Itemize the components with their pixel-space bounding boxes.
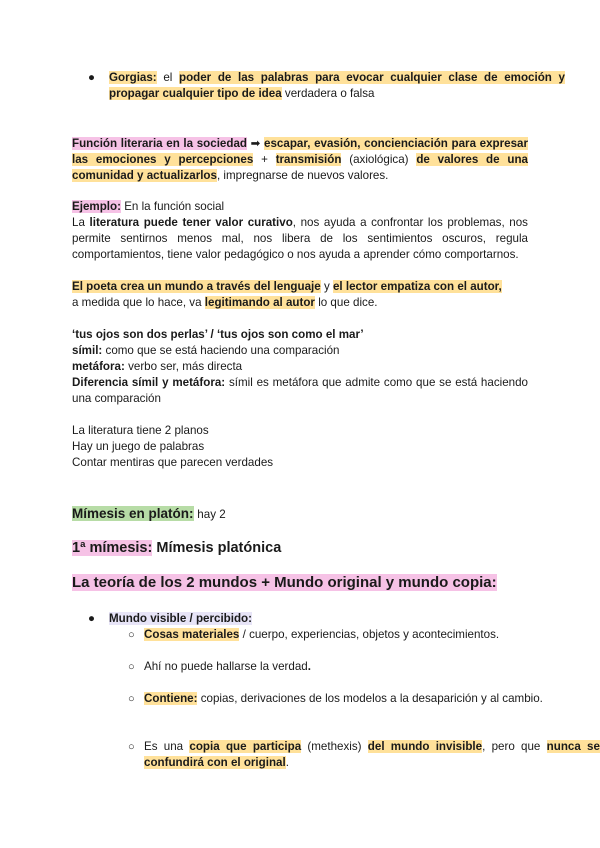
mundo-visible-bullet xyxy=(72,611,565,627)
bullet-dot: ● xyxy=(88,71,96,84)
primera-mimesis-rest: Mímesis platónica xyxy=(156,540,282,556)
methexis: (methexis) xyxy=(307,740,362,753)
cosas-materiales: Cosas materiales xyxy=(144,628,240,641)
gorgias-highlight: poder de las palabras para evocar cualquier clase de emoción y propagar cualquier tipo de idea xyxy=(109,71,565,100)
mundo-sub-4 xyxy=(72,739,600,771)
es-una: Es una xyxy=(144,740,184,753)
pero-que: , pero que xyxy=(482,740,541,753)
poeta-highlight: El poeta crea un mundo a través del lenguaje xyxy=(72,280,321,293)
funcion-escapar: escapar, evasión, concienciación para expresar las emociones y percepciones xyxy=(72,137,529,166)
lo-que-dice: lo que dice. xyxy=(318,296,378,309)
contiene-rest: copias, derivaciones de los modelos a la desaparición y al cambio. xyxy=(200,692,543,705)
diferencia-label: Diferencia símil y metáfora: xyxy=(72,376,226,389)
circle-bullet-icon: ○ xyxy=(128,661,135,673)
mundo-sub-2 xyxy=(72,659,600,675)
circle-bullet-icon: ○ xyxy=(128,693,135,705)
literatura-line-3: Contar mentiras que parecen verdades xyxy=(72,456,274,469)
mundo-sub-1 xyxy=(72,627,600,643)
ejemplo-line xyxy=(72,199,528,215)
funcion-paragraph xyxy=(72,136,528,184)
ejemplo-la: La xyxy=(72,216,85,229)
ejemplo-curativo: literatura puede tener valor curativo xyxy=(89,216,293,229)
ejemplo-label: Ejemplo: xyxy=(72,200,121,213)
metafora-label: metáfora: xyxy=(72,360,125,373)
legitimando-highlight: legitimando al autor xyxy=(204,296,315,309)
bullet-dot: ● xyxy=(88,612,96,625)
metafora-text: verbo ser, más directa xyxy=(128,360,243,373)
mundo-invisible: del mundo invisible xyxy=(367,740,483,753)
nunca-confundira: nunca se confundirá con el original xyxy=(144,740,600,769)
teoria-label: La teoría de los 2 mundos + Mundo original y mundo copia: xyxy=(72,574,497,591)
diferencia-text: símil es metáfora que admite como que se está haciendo una comparación xyxy=(72,376,528,405)
verdad-text: Ahí no puede hallarse la verdad xyxy=(144,660,308,673)
gorgias-post: verdadera o falsa xyxy=(284,87,375,100)
funcion-transmision: transmisión xyxy=(275,153,342,166)
perlas-section xyxy=(72,327,528,407)
simil-label: símil: xyxy=(72,344,103,357)
cosas-rest: / cuerpo, experiencias, objetos y acontecimientos. xyxy=(242,628,500,641)
literatura-line-2: Hay un juego de palabras xyxy=(72,440,205,453)
funcion-tail: , impregnarse de nuevos valores. xyxy=(216,169,389,182)
gorgias-label: Gorgias: xyxy=(109,71,157,84)
gorgias-pre: el xyxy=(163,71,173,84)
funcion-label: Función literaria en la sociedad xyxy=(72,137,247,150)
mundo-visible-label: Mundo visible / percibido: xyxy=(109,612,252,625)
funcion-axiologica: (axiológica) xyxy=(349,153,409,166)
circle-bullet-icon: ○ xyxy=(128,741,135,753)
mimesis-hay: hay 2 xyxy=(197,508,226,521)
arrow-icon: ➡ xyxy=(250,137,261,150)
ejemplo-p1-rest: , nos ayuda a confrontar los problemas, nos permite sentirnos menos mal, nos libera de los sentimientos oscuros, regula comportamientos, tiene valor pedagógico o nos ayuda a aprender cómo comportarnos. xyxy=(72,216,528,261)
teoria-heading xyxy=(72,572,528,594)
ejemplo-paragraph-2 xyxy=(72,279,528,311)
medida-text: a medida que lo hace, va xyxy=(72,296,202,309)
funcion-plus: + xyxy=(261,153,268,166)
gorgias-bullet xyxy=(72,70,565,102)
primera-mimesis-label: 1ª mímesis: xyxy=(72,540,153,556)
contiene-label: Contiene: xyxy=(144,692,198,705)
verdad-dot: . xyxy=(307,660,311,673)
mimesis-label: Mímesis en platón: xyxy=(72,506,194,521)
circle-bullet-icon: ○ xyxy=(128,629,135,641)
ejemplo-rest: En la función social xyxy=(124,200,225,213)
copia-participa: copia que participa xyxy=(189,740,302,753)
lector-highlight: el lector empatiza con el autor, xyxy=(332,280,502,293)
perlas-title: ‘tus ojos son dos perlas’ / ‘tus ojos son como el mar’ xyxy=(72,328,364,341)
mundo-sub-3 xyxy=(72,691,600,707)
ejemplo-paragraph-1 xyxy=(72,215,528,263)
poeta-y: y xyxy=(323,280,330,293)
literatura-line-1: La literatura tiene 2 planos xyxy=(72,424,209,437)
mimesis-heading xyxy=(72,504,528,525)
primera-mimesis-heading xyxy=(72,538,528,558)
funcion-valores: de valores de una comunidad y actualizarlos xyxy=(72,153,528,182)
final-dot: . xyxy=(285,756,289,769)
literatura-section xyxy=(72,423,528,471)
simil-text: como que se está haciendo una comparación xyxy=(105,344,340,357)
